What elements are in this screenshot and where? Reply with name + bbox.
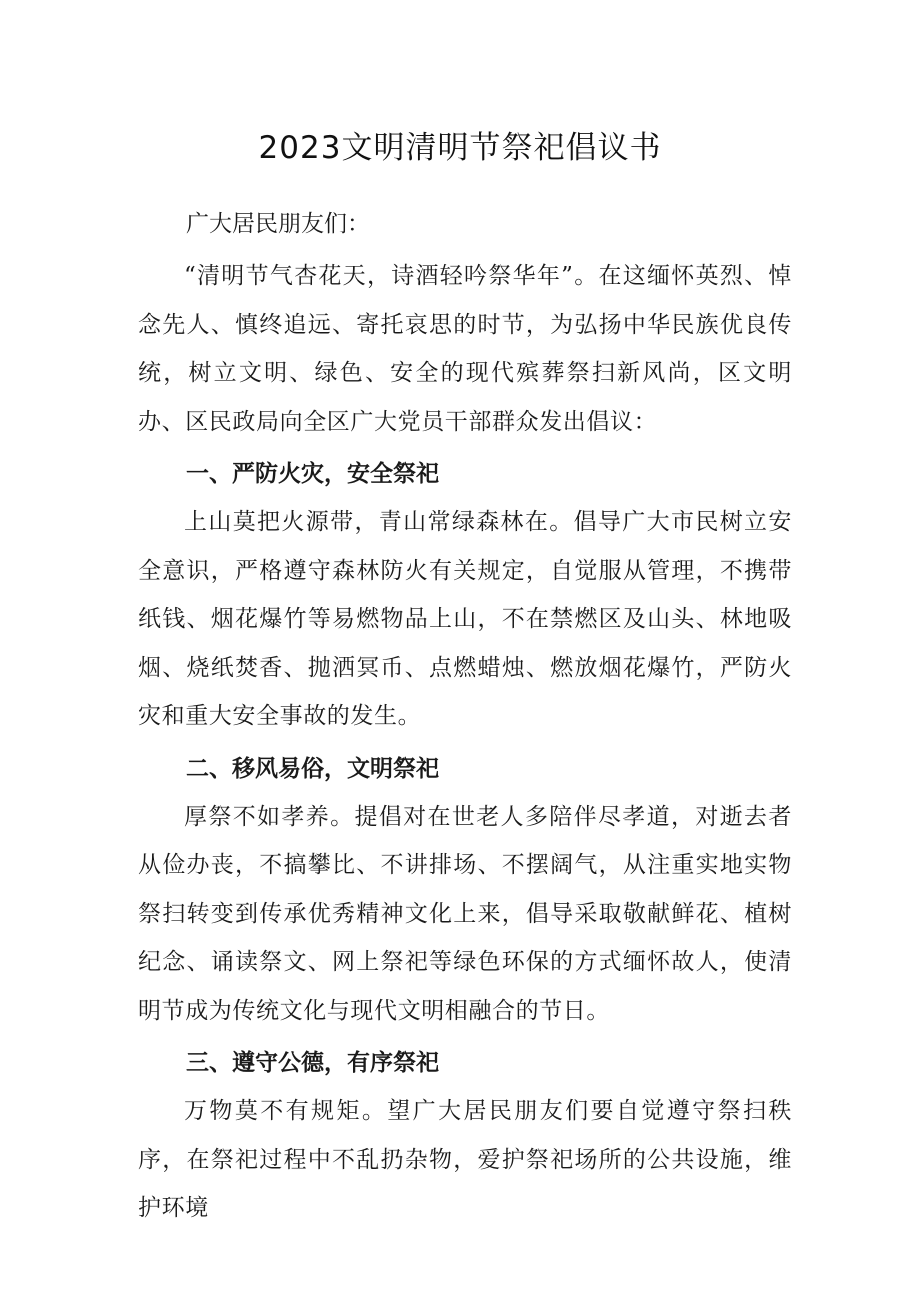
document-body [138, 200, 792, 1233]
section-fire-safety [138, 446, 792, 741]
intro-paragraph: “清明节气杏花天，诗酒轻吟祭华年”。在这缅怀英烈、悼念先人、慎终追远、寄托哀思的时节，为弘扬中华民族优良传统，树立文明、绿色、安全的现代殡葬祭扫新风尚，区文明办、区民政局向全区广大党员干部群众发出倡议： [138, 263, 792, 435]
section-heading: 三、遵守公德，有序祭祀 [186, 1050, 439, 1076]
section-heading: 一、严防火灾，安全祭祀 [186, 461, 439, 487]
section-paragraph: 厚祭不如孝养。提倡对在世老人多陪伴尽孝道，对逝去者从俭办丧，不搞攀比、不讲排场、不摆阔气，从注重实地实物祭扫转变到传承优秀精神文化上来，倡导采取敬献鲜花、植树纪念、诵读祭文、网上祭祀等绿色环保的方式缅怀故人，使清明节成为传统文化与现代文明相融合的节日。 [138, 803, 792, 1024]
greeting: 广大居民朋友们： [186, 211, 370, 237]
section-civilized-customs [138, 741, 792, 1036]
section-orderly-worship [138, 1035, 792, 1233]
section-paragraph: 上山莫把火源带，青山常绿森林在。倡导广大市民树立安全意识，严格遵守森林防火有关规定，自觉服从管理，不携带纸钱、烟花爆竹等易燃物品上山，不在禁燃区及山头、林地吸烟、烧纸焚香、抛洒冥币、点燃蜡烛、燃放烟花爆竹，严防火灾和重大安全事故的发生。 [138, 509, 792, 729]
document-title: 2023文明清明节祭祀倡议书 [258, 130, 662, 166]
section-heading: 二、移风易俗，文明祭祀 [186, 755, 439, 782]
section-paragraph: 万物莫不有规矩。望广大居民朋友们要自觉遵守祭扫秩序，在祭祀过程中不乱扔杂物，爱护祭祀场所的公共设施，维护环境 [138, 1098, 792, 1221]
